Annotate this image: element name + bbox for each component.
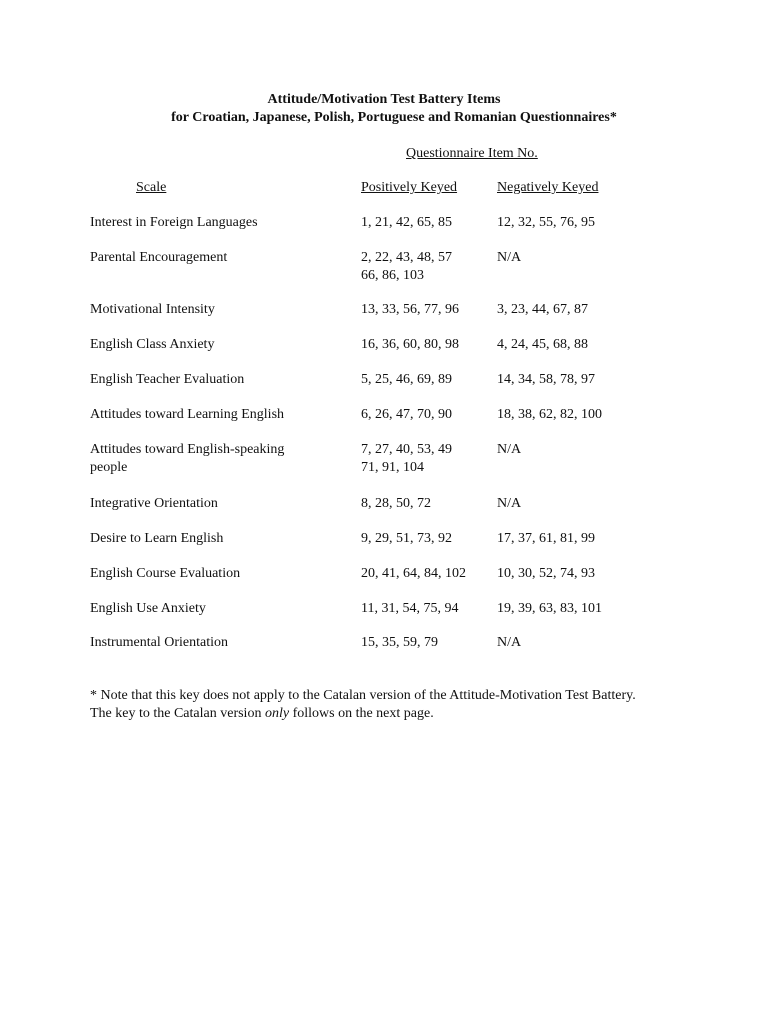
scale-cell-line: Parental Encouragement [90, 250, 228, 265]
positive-keyed-cell-line: 8, 28, 50, 72 [361, 496, 431, 511]
negative-keyed-cell-line: N/A [497, 496, 522, 511]
document-title: Attitude/Motivation Test Battery Items [267, 92, 501, 107]
positive-keyed-cell [361, 301, 459, 319]
scale-cell-line: Desire to Learn English [90, 531, 224, 546]
column-header-negative: Negatively Keyed [497, 180, 599, 195]
positive-keyed-cell-line: 11, 31, 54, 75, 94 [361, 601, 459, 616]
scale-cell-line: Attitudes toward Learning English [90, 407, 285, 422]
scale-cell-line: English Teacher Evaluation [90, 372, 245, 387]
scale-cell-line: English Use Anxiety [90, 601, 206, 616]
scale-cell [90, 371, 244, 389]
negative-keyed-cell [497, 249, 521, 267]
scale-cell-line: English Class Anxiety [90, 337, 215, 352]
footnote-text-2: follows on the next page. [289, 706, 434, 721]
negative-keyed-cell [497, 406, 602, 424]
positive-keyed-cell [361, 214, 452, 232]
negative-keyed-cell [497, 530, 595, 548]
negative-keyed-cell-line: 10, 30, 52, 74, 93 [497, 566, 595, 581]
negative-keyed-cell-line: 4, 24, 45, 68, 88 [497, 337, 588, 352]
document-subtitle: for Croatian, Japanese, Polish, Portuguese and Romanian Questionnaires* [171, 110, 617, 125]
scale-cell [90, 634, 228, 652]
positive-keyed-cell [361, 565, 466, 583]
negative-keyed-cell [497, 371, 595, 389]
positive-keyed-cell-line: 15, 35, 59, 79 [361, 635, 438, 650]
negative-keyed-cell-line: N/A [497, 250, 522, 265]
negative-keyed-cell-line: N/A [497, 635, 522, 650]
positive-keyed-cell [361, 600, 458, 618]
negative-keyed-cell [497, 214, 595, 232]
scale-cell [90, 565, 240, 583]
negative-keyed-cell-line: 17, 37, 61, 81, 99 [497, 531, 595, 546]
footnote [90, 687, 650, 723]
positive-keyed-cell-line: 16, 36, 60, 80, 98 [361, 337, 459, 352]
footnote-emphasis: only [264, 706, 290, 721]
positive-keyed-cell [361, 530, 452, 548]
positive-keyed-cell [361, 634, 438, 652]
negative-keyed-cell [497, 565, 595, 583]
negative-keyed-cell-line: 14, 34, 58, 78, 97 [497, 372, 595, 387]
positive-keyed-cell [361, 406, 452, 424]
positive-keyed-cell-line: 2, 22, 43, 48, 57 [361, 250, 452, 265]
scale-cell [90, 406, 284, 424]
scale-cell [90, 441, 284, 477]
positive-keyed-cell [361, 495, 431, 513]
negative-keyed-cell-line: 3, 23, 44, 67, 87 [497, 302, 588, 317]
positive-keyed-cell [361, 249, 452, 285]
column-header-positive: Positively Keyed [361, 180, 458, 195]
positive-keyed-cell-line: 5, 25, 46, 69, 89 [361, 372, 452, 387]
negative-keyed-cell [497, 301, 588, 319]
scale-cell [90, 301, 215, 319]
scale-cell-line: Attitudes toward English-speaking [90, 442, 285, 457]
positive-keyed-cell-line: 9, 29, 51, 73, 92 [361, 531, 452, 546]
positive-keyed-cell-line: 13, 33, 56, 77, 96 [361, 302, 459, 317]
positive-keyed-cell-line: 20, 41, 64, 84, 102 [361, 566, 466, 581]
negative-keyed-cell-line: N/A [497, 442, 522, 457]
column-header-scale: Scale [136, 180, 167, 195]
negative-keyed-cell-line: 18, 38, 62, 82, 100 [497, 407, 602, 422]
positive-keyed-cell [361, 441, 452, 477]
positive-keyed-cell-line: 66, 86, 103 [361, 268, 424, 283]
scale-cell [90, 530, 223, 548]
scale-cell [90, 495, 218, 513]
scale-cell-line: Interest in Foreign Languages [90, 215, 258, 230]
scale-cell [90, 249, 227, 267]
group-header: Questionnaire Item No. [406, 146, 538, 161]
positive-keyed-cell-line: 6, 26, 47, 70, 90 [361, 407, 452, 422]
scale-cell-line: people [90, 460, 128, 475]
scale-cell [90, 336, 214, 354]
negative-keyed-cell [497, 600, 602, 618]
positive-keyed-cell [361, 371, 452, 389]
scale-cell [90, 600, 206, 618]
scale-cell-line: Integrative Orientation [90, 496, 218, 511]
negative-keyed-cell-line: 19, 39, 63, 83, 101 [497, 601, 602, 616]
negative-keyed-cell-line: 12, 32, 55, 76, 95 [497, 215, 595, 230]
negative-keyed-cell [497, 634, 521, 652]
positive-keyed-cell-line: 71, 91, 104 [361, 460, 424, 475]
negative-keyed-cell [497, 441, 521, 459]
positive-keyed-cell [361, 336, 459, 354]
scale-cell-line: Instrumental Orientation [90, 635, 229, 650]
negative-keyed-cell [497, 495, 521, 513]
positive-keyed-cell-line: 1, 21, 42, 65, 85 [361, 215, 452, 230]
scale-cell-line: English Course Evaluation [90, 566, 241, 581]
scale-cell-line: Motivational Intensity [90, 302, 215, 317]
scale-cell [90, 214, 258, 232]
positive-keyed-cell-line: 7, 27, 40, 53, 49 [361, 442, 452, 457]
negative-keyed-cell [497, 336, 588, 354]
footnote-text-1: * Note that this key does not apply to the Catalan version of the Attitude-Motivation Test Battery. The key to the Catalan version [90, 688, 636, 721]
